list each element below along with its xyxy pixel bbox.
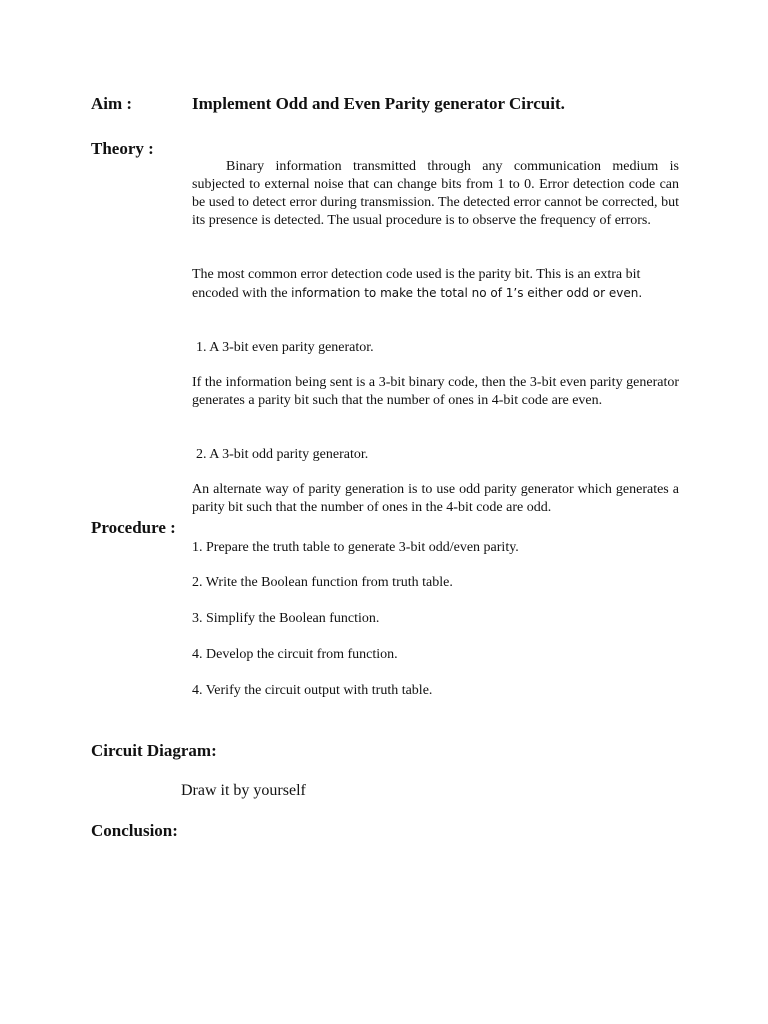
theory-paragraph-2-tail: information to make the total no of 1’s either odd or even.: [291, 286, 643, 300]
circuit-diagram-label: Circuit Diagram:: [91, 741, 217, 760]
theory-label: Theory :: [91, 139, 154, 158]
conclusion-label: Conclusion:: [91, 821, 178, 840]
theory-item-2: 2. A 3-bit odd parity generator.: [196, 447, 369, 462]
procedure-step-1: 1. Prepare the truth table to generate 3-bit odd/even parity.: [192, 540, 519, 555]
procedure-step-2: 2. Write the Boolean function from truth table.: [192, 575, 453, 590]
theory-paragraph-2-start: The most common error detection code used is the parity bit. This is an extra bit encoded with the: [192, 267, 641, 301]
aim-label: Aim :: [91, 94, 133, 113]
procedure-step-5: 4. Verify the circuit output with truth table.: [192, 683, 433, 698]
theory-item-1-description: If the information being sent is a 3-bit binary code, then the 3-bit even parity generator generates a parity bit such that the number of ones in 4-bit code are even.: [192, 375, 679, 408]
circuit-diagram-note: Draw it by yourself: [181, 782, 306, 799]
aim-text: Implement Odd and Even Parity generator Circuit.: [192, 94, 565, 113]
procedure-step-4: 4. Develop the circuit from function.: [192, 647, 398, 662]
procedure-step-3: 3. Simplify the Boolean function.: [192, 611, 380, 626]
procedure-label: Procedure :: [91, 518, 176, 537]
theory-item-1: 1. A 3-bit even parity generator.: [196, 340, 374, 355]
theory-item-2-description: An alternate way of parity generation is to use odd parity generator which generates a parity bit such that the number of ones in the 4-bit code are odd.: [192, 482, 679, 515]
theory-paragraph-2: [192, 266, 679, 303]
theory-paragraph-1: Binary information transmitted through any communication medium is subjected to external noise that can change bits from 1 to 0. Error detection code can be used to detect error during transmission. The detected error cannot be corrected, but its presence is detected. The usual procedure is to observe the frequency of errors.: [192, 159, 679, 228]
